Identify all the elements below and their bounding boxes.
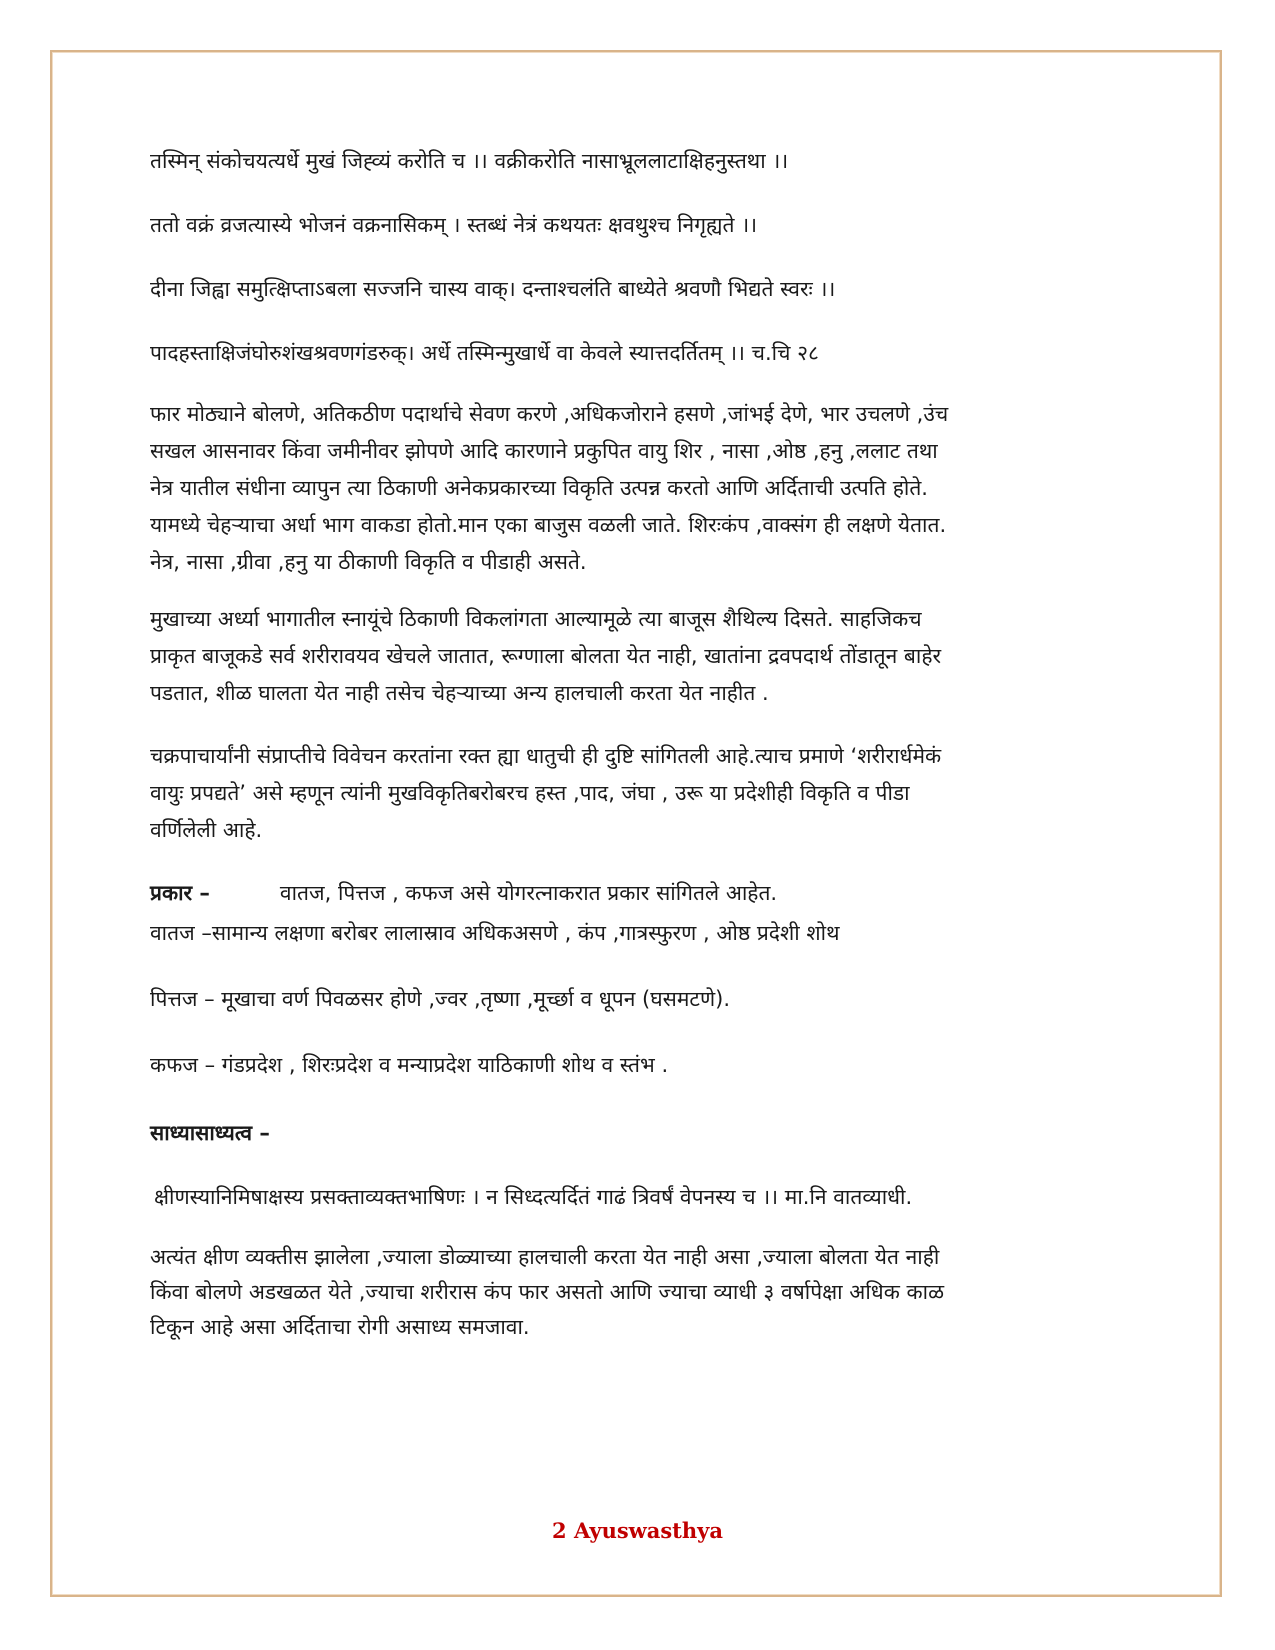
kaphaj-line: कफज – गंडप्रदेश , शिरःप्रदेश व मन्याप्रदेश याठिकाणी शोथ व स्तंभ . [150, 1053, 669, 1077]
text-line: प्राकृत बाजूकडे सर्व शरीरावयव खेचले जातात, रूग्णाला बोलता येत नाही, खातांना द्रवपदार्थ तोंडातून बाहेर [150, 644, 942, 668]
text-line: वायुः प्रपद्यते’ असे म्हणून त्यांनी मुखविकृतिबरोबरच हस्त ,पाद, जंघा , उरू या प्रदेशीही विकृति व पीडा [150, 781, 910, 805]
page-footer: 2 Ayuswasthya [552, 1518, 723, 1543]
text-line: चक्रपाचार्यांनी संप्राप्तीचे विवेचन करतांना रक्त ह्या धातुची ही दुष्टि सांगितली आहे.त्याच प्रमाणे ‘शरीरार्धमेकं [150, 744, 942, 768]
paragraph-prognosis [150, 1240, 1125, 1345]
text-line: नेत्र यातील संधीना व्यापुन त्या ठिकाणी अनेकप्रकारच्या विकृति उत्पन्न करतो आणि अर्दिताची उत्पति होते. [150, 476, 928, 500]
paragraph-samprapti [150, 738, 1125, 849]
text-line: अत्यंत क्षीण व्यक्तीस झालेला ,ज्याला डोळ्याच्या हालचाली करता येत नाही असा ,ज्याला बोलता येत नाही [150, 1245, 940, 1269]
text-line: किंवा बोलणे अडखळत येते ,ज्याचा शरीरास कंप फार असतो आणि ज्याचा व्याधी ३ वर्षापेक्षा अधिक काळ [150, 1280, 945, 1304]
prakar-text: वातज, पित्तज , कफज असे योगरत्नाकरात प्रकार सांगितले आहेत. [279, 881, 778, 905]
vataj-line: वातज –सामान्य लक्षणा बरोबर लालास्राव अधिकअसणे , कंप ,गात्रस्फुरण , ओष्ठ प्रदेशी शोथ [150, 921, 840, 945]
prakar-heading: प्रकार – [150, 881, 210, 905]
text-line: फार मोठ्याने बोलणे, अतिकठीण पदार्थाचे सेवण करणे ,अधिकजोराने हसणे ,जांभई देणे, भार उचलणे ,उंच [150, 402, 949, 426]
text-line: सखल आसनावर किंवा जमीनीवर झोपणे आदि कारणाने प्रकुपित वायु शिर , नासा ,ओष्ठ ,हनु ,ललाट तथा [150, 439, 938, 463]
text-line: टिकून आहे असा अर्दिताचा रोगी असाध्य समजावा. [150, 1315, 530, 1339]
verse-line-1: तस्मिन् संकोचयत्यर्धे मुखं जिह्व्यं करोति च ।। वक्रीकरोति नासाभ्रूललाटाक्षिहनुस्तथा ।। [150, 149, 789, 173]
verse-line-3: दीना जिह्वा समुत्क्षिप्ताऽबला सज्जनि चास्य वाक्। दन्ताश्चलंति बाध्येते श्रवणौ भिद्यते स्वरः ।। [150, 277, 836, 301]
verse-line-2: ततो वक्रं व्रजत्यास्ये भोजनं वक्रनासिकम् । स्तब्धं नेत्रं कथयतः क्षवथुश्च निगृह्यते ।। [150, 213, 758, 237]
pittaj-line: पित्तज – मूखाचा वर्ण पिवळसर होणे ,ज्वर ,तृष्णा ,मूर्च्छा व धूपन (घसमटणे). [150, 987, 731, 1011]
sadhya-verse: क्षीणस्यानिमिषाक्षस्य प्रसक्ताव्यक्तभाषिणः । न सिध्दत्यर्दितं गाढं त्रिवर्षं वेपनस्य च ।। मा.नि वातव्याधी. [154, 1185, 913, 1209]
paragraph-causes [150, 396, 1125, 581]
prakar-line [150, 878, 777, 908]
verse-line-4: पादहस्ताक्षिजंघोरुशंखश्रवणगंडरुक्। अर्धे तस्मिन्मुखार्धे वा केवले स्यात्तदर्तितम् ।। च.चि २८ [150, 341, 819, 365]
text-line: वर्णिलेली आहे. [150, 818, 263, 842]
text-line: पडतात, शीळ घालता येत नाही तसेच चेहऱ्याच्या अन्य हालचाली करता येत नाहीत . [150, 681, 769, 705]
text-line: यामध्ये चेहऱ्याचा अर्धा भाग वाकडा होतो.मान एका बाजुस वळली जाते. शिरःकंप ,वाक्संग ही लक्षणे येतात. [150, 513, 947, 537]
paragraph-symptoms [150, 601, 1125, 712]
sadhya-heading: साध्यासाध्यत्व – [150, 1121, 270, 1145]
text-line: मुखाच्या अर्ध्या भागातील स्नायूंचे ठिकाणी विकलांगता आल्यामूळे त्या बाजूस शैथिल्य दिसते. साहजिकच [150, 607, 922, 631]
text-line: नेत्र, नासा ,ग्रीवा ,हनु या ठीकाणी विकृति व पीडाही असते. [150, 550, 587, 574]
